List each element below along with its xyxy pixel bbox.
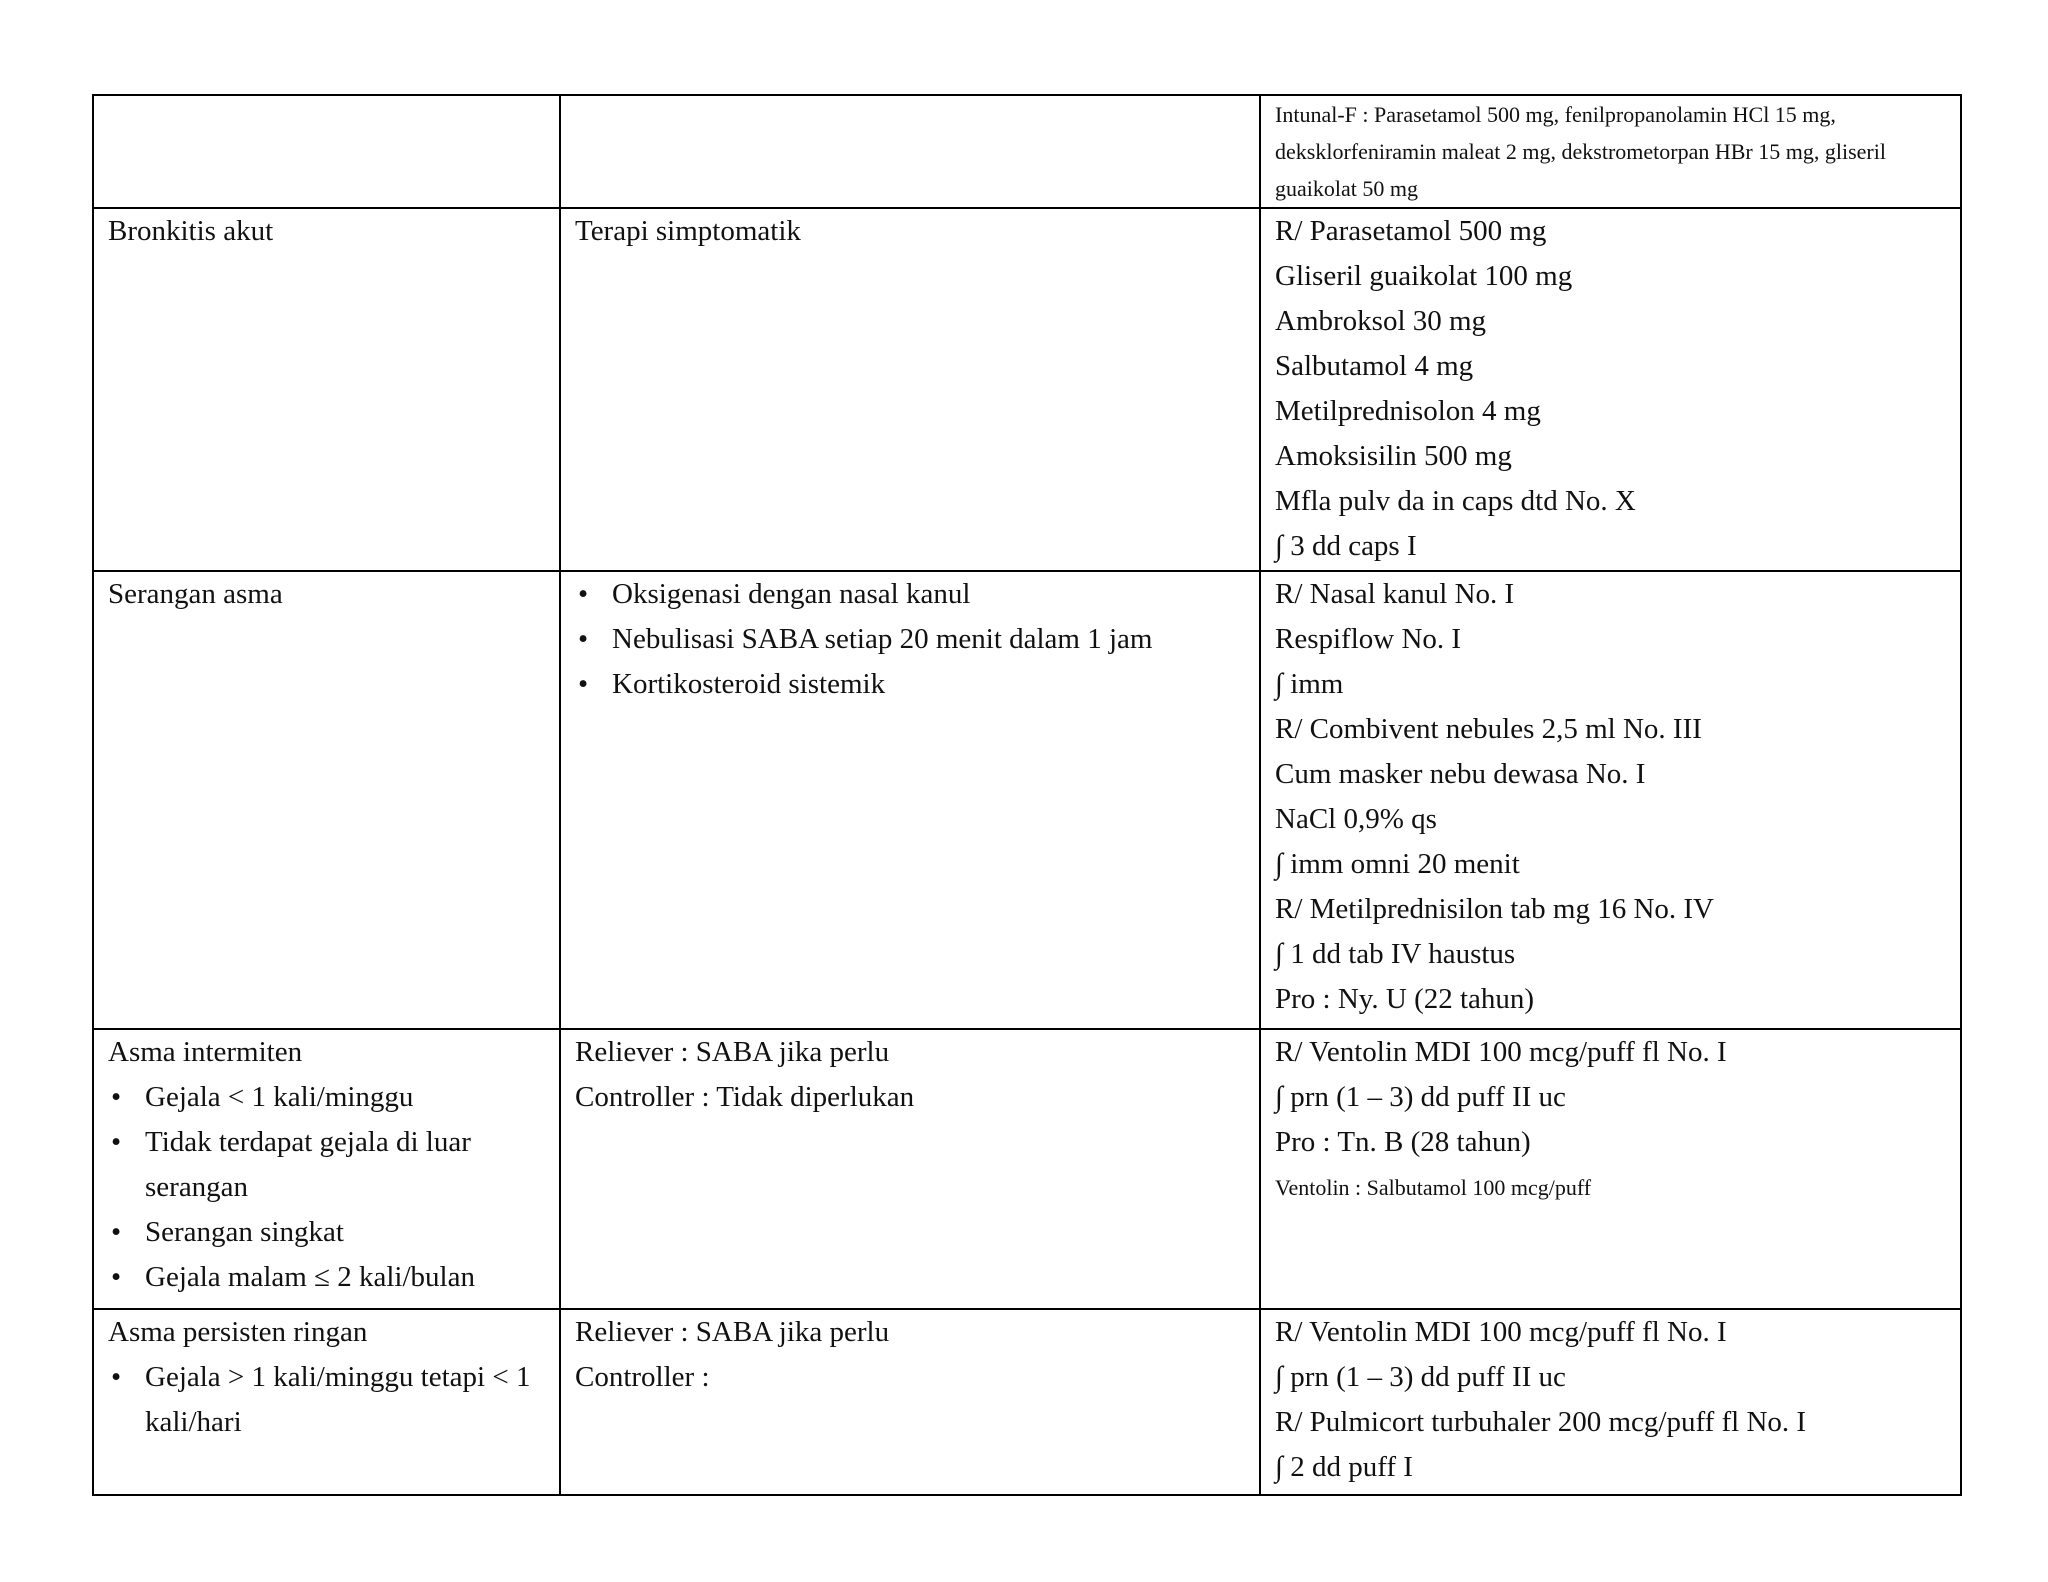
therapy-line: Reliever : SABA jika perlu [575,1036,890,1068]
prescription-line: Ambroksol 30 mg [1275,305,1487,337]
bullet-icon: • [111,1216,122,1248]
bullet-icon: • [578,668,589,700]
therapy-text: Terapi simptomatik [575,215,801,247]
diagnosis-cell [93,208,560,571]
diagnosis-title: Asma persisten ringan [108,1316,368,1348]
prescription-line: Pro : Ny. U (22 tahun) [1275,983,1535,1015]
prescription-cell [1260,1309,1961,1495]
therapy-cell [560,208,1260,571]
diagnosis-cell [93,95,560,208]
prescription-cell [1260,571,1961,1029]
prescription-cell [1260,95,1961,208]
therapy-cell [560,1309,1260,1495]
prescription-line: R/ Ventolin MDI 100 mcg/puff fl No. I [1275,1036,1727,1068]
bullet-icon: • [111,1361,122,1393]
table-row [93,571,1961,1029]
diagnosis-bullet-list [108,1355,545,1445]
prescription-line: ∫ imm omni 20 menit [1275,848,1520,880]
prescription-line: R/ Ventolin MDI 100 mcg/puff fl No. I [1275,1316,1727,1348]
prescription-line: ∫ 2 dd puff I [1275,1451,1413,1483]
prescription-line: ∫ 3 dd caps I [1275,530,1417,562]
list-item: • Serangan singkat [108,1210,545,1255]
prescription-line: Cum masker nebu dewasa No. I [1275,758,1646,790]
prescription-line: Gliseril guaikolat 100 mg [1275,260,1573,292]
prescription-line: R/ Parasetamol 500 mg [1275,215,1547,247]
therapy-table [92,94,1962,1496]
prescription-line: Metilprednisolon 4 mg [1275,395,1541,427]
prescription-line: Salbutamol 4 mg [1275,350,1474,382]
bullet-icon: • [111,1126,122,1158]
diagnosis-title: Serangan asma [108,578,283,610]
prescription-cell [1260,1029,1961,1309]
list-item: • Gejala malam ≤ 2 kali/bulan [108,1255,545,1300]
prescription-line: Respiflow No. I [1275,623,1462,655]
diagnosis-cell [93,1309,560,1495]
list-item: • Tidak terdapat gejala di luar serangan [108,1120,545,1210]
therapy-cell [560,1029,1260,1309]
therapy-bullet-list [575,572,1245,707]
table-row [93,1309,1961,1495]
prescription-line: Mfla pulv da in caps dtd No. X [1275,485,1636,517]
therapy-line: Controller : [575,1361,710,1393]
prescription-note: Ventolin : Salbutamol 100 mcg/puff [1275,1175,1592,1200]
table-row [93,95,1961,208]
list-item: • Oksigenasi dengan nasal kanul [575,572,1245,617]
therapy-line: Reliever : SABA jika perlu [575,1316,890,1348]
prescription-line: Pro : Tn. B (28 tahun) [1275,1126,1531,1158]
diagnosis-cell [93,1029,560,1309]
bullet-icon: • [578,623,589,655]
prescription-line: ∫ 1 dd tab IV haustus [1275,938,1516,970]
list-item: • Gejala < 1 kali/minggu [108,1075,545,1120]
list-item: • Nebulisasi SABA setiap 20 menit dalam 1 jam [575,617,1245,662]
prescription-line: R/ Nasal kanul No. I [1275,578,1515,610]
table-row [93,1029,1961,1309]
therapy-line: Controller : Tidak diperlukan [575,1081,915,1113]
diagnosis-title: Bronkitis akut [108,215,274,247]
diagnosis-bullet-list [108,1075,545,1300]
diagnosis-cell [93,571,560,1029]
list-item: • Kortikosteroid sistemik [575,662,1245,707]
prescription-line: ∫ imm [1275,668,1344,700]
therapy-cell [560,95,1260,208]
prescription-line: NaCl 0,9% qs [1275,803,1437,835]
bullet-icon: • [111,1261,122,1293]
therapy-cell [560,571,1260,1029]
prescription-line: R/ Metilprednisilon tab mg 16 No. IV [1275,893,1714,925]
diagnosis-title: Asma intermiten [108,1036,303,1068]
prescription-line: Amoksisilin 500 mg [1275,440,1512,472]
prescription-line: R/ Pulmicort turbuhaler 200 mcg/puff fl No. I [1275,1406,1807,1438]
table-row [93,208,1961,571]
prescription-line: ∫ prn (1 – 3) dd puff II uc [1275,1081,1566,1113]
prescription-note: Intunal-F : Parasetamol 500 mg, fenilpropanolamin HCl 15 mg, deksklorfeniramin maleat 2 mg, dekstrometorpan HBr 15 mg, gliseril guaikolat 50 mg [1275,102,1886,201]
prescription-line: R/ Combivent nebules 2,5 ml No. III [1275,713,1702,745]
prescription-cell [1260,208,1961,571]
list-item: • Gejala > 1 kali/minggu tetapi < 1 kali/hari [108,1355,545,1445]
bullet-icon: • [111,1081,122,1113]
bullet-icon: • [578,578,589,610]
prescription-line: ∫ prn (1 – 3) dd puff II uc [1275,1361,1566,1393]
